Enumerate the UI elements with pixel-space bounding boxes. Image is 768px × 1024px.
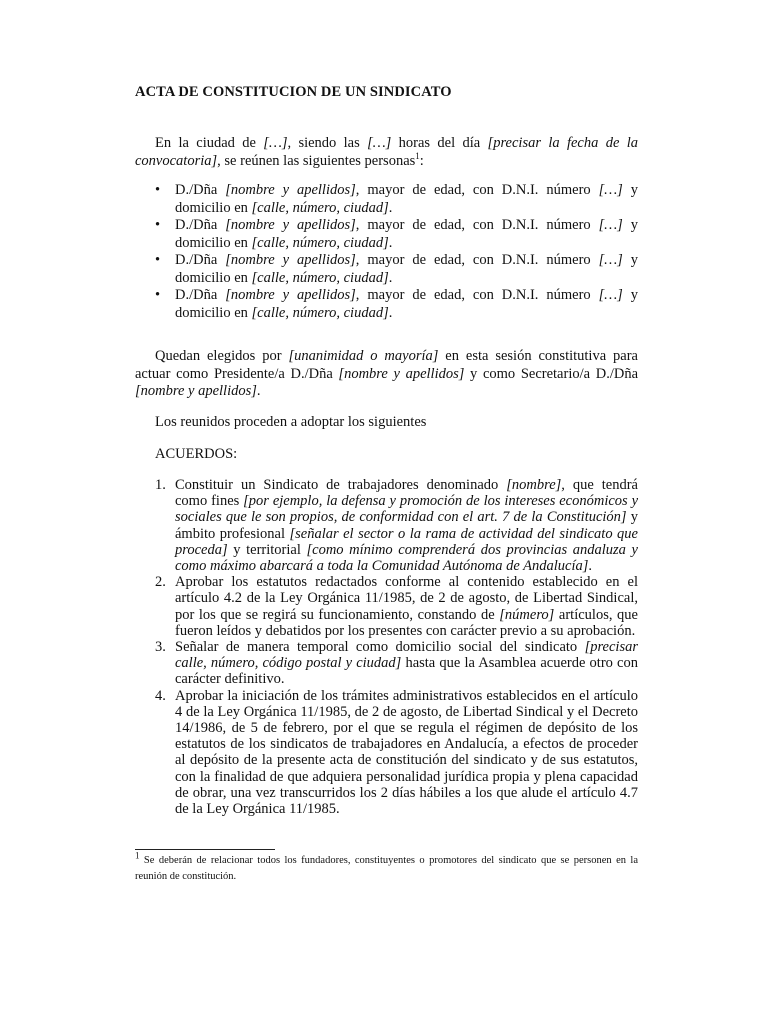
- attendee-text: y domicilio en: [175, 287, 638, 321]
- attendee-name-placeholder: [nombre y apellidos]: [225, 217, 356, 233]
- attendee-dni-placeholder: […]: [598, 287, 623, 303]
- secretary-name-placeholder: [nombre y apellidos]: [135, 383, 257, 399]
- attendee-text: , mayor de edad, con D.N.I. número: [355, 182, 599, 198]
- attendee-address-placeholder: [calle, número, ciudad]: [251, 269, 389, 286]
- attendee-text: .: [388, 199, 393, 216]
- attendee-text: y domicilio en: [175, 217, 638, 251]
- attendee-item: [135, 287, 638, 322]
- attendee-prefix: D./Dña: [175, 287, 226, 303]
- agreement-text: .: [588, 558, 592, 575]
- attendee-name-placeholder: [nombre y apellidos]: [225, 252, 356, 268]
- agreements-list: [135, 477, 638, 817]
- bullet-marker: •: [155, 217, 161, 233]
- attendee-item: [135, 217, 638, 252]
- intro-paragraph: [135, 135, 638, 170]
- agreement-item: [135, 477, 638, 574]
- attendee-list: [135, 182, 638, 322]
- election-method-placeholder: [unanimidad o mayoría]: [288, 348, 439, 364]
- attendee-dni-placeholder: […]: [598, 252, 623, 268]
- attendee-name-placeholder: [nombre y apellidos]: [225, 287, 356, 303]
- bullet-marker: •: [155, 287, 161, 303]
- territorial-scope-placeholder: [como mínimo comprenderá dos provincias andaluza y como máximo abarcará a toda la Comunidad Autónoma de Andalucía]: [175, 541, 638, 575]
- agreement-item: [135, 639, 638, 688]
- agreement-text: hasta que la Asamblea acuerde otro con carácter definitivo.: [175, 655, 638, 688]
- intro-text-3: horas del día: [391, 135, 488, 151]
- attendee-prefix: D./Dña: [175, 252, 226, 268]
- agreement-text: Aprobar los estatutos redactados conforme al contenido establecido en el artículo 4.2 de la Ley Orgánica 11/1985, de 2 de agosto, de Libertad Sindical, por los que se regirá su funcionamiento, constando de: [175, 574, 638, 623]
- intro-text-4: , se reúnen las siguientes personas: [217, 152, 416, 169]
- agreement-item: [135, 574, 638, 639]
- attendee-dni-placeholder: […]: [598, 217, 623, 233]
- agreement-number: 4.: [155, 687, 166, 704]
- agreement-text: Señalar de manera temporal como domicilio social del sindicato: [175, 639, 585, 656]
- attendee-text: , mayor de edad, con D.N.I. número: [355, 252, 599, 268]
- union-aims-placeholder: [por ejemplo, la defensa y promoción de los intereses económicos y sociales que le son propios, de conformidad con el art. 7 de la Constitución]: [175, 493, 638, 526]
- agreement-number: 1.: [155, 477, 166, 493]
- attendee-prefix: D./Dña: [175, 217, 226, 233]
- intro-text-5: :: [419, 152, 424, 169]
- attendee-name-placeholder: [nombre y apellidos]: [225, 182, 356, 198]
- bullet-marker: •: [155, 252, 161, 268]
- agreements-heading: ACUERDOS:: [155, 446, 238, 462]
- intro-placeholder-date: [precisar la fecha de la convocatoria]: [135, 135, 639, 169]
- intro-text-1: En la ciudad de: [155, 135, 264, 151]
- attendee-item: [135, 252, 638, 287]
- attendee-text: y domicilio en: [175, 182, 638, 216]
- attendee-text: , mayor de edad, con D.N.I. número: [355, 287, 599, 303]
- attendee-text: .: [388, 234, 393, 251]
- election-text: en esta sesión constitutiva para actuar como Presidente/a D./Dña: [135, 348, 638, 382]
- agreement-number: 3.: [155, 639, 166, 656]
- attendee-address-placeholder: [calle, número, ciudad]: [251, 304, 389, 321]
- professional-scope-placeholder: [señalar el sector o la rama de actividad del sindicato que proceda]: [175, 525, 638, 558]
- president-name-placeholder: [nombre y apellidos]: [338, 365, 465, 382]
- footnote: [135, 850, 638, 885]
- attendee-address-placeholder: [calle, número, ciudad]: [251, 199, 389, 216]
- footnote-text: Se deberán de relacionar todos los fundadores, constituyentes o promotores del sindicato que se personen en la reunión de constitución.: [135, 855, 638, 882]
- footnote-divider: [135, 849, 275, 850]
- bullet-marker: •: [155, 182, 161, 198]
- agreement-number: 2.: [155, 574, 166, 591]
- article-count-placeholder: [número]: [499, 606, 555, 623]
- document-title: ACTA DE CONSTITUCION DE UN SINDICATO: [135, 84, 452, 100]
- agreement-text: artículos, que fueron leídos y debatidos por los presentes con carácter previo a su aprobación.: [175, 606, 638, 639]
- attendee-text: .: [388, 269, 393, 286]
- attendee-dni-placeholder: […]: [598, 182, 623, 198]
- footnote-mark: 1: [135, 850, 140, 861]
- election-text: .: [256, 383, 261, 399]
- election-text: Quedan elegidos por: [155, 348, 289, 364]
- agreement-text: Aprobar la iniciación de los trámites administrativos establecidos en el artículo 4 de la Ley Orgánica 11/1985, de 2 de agosto, de Libertad Sindical y el Decreto 14/1986, de 5 de febrero, por el que se regula el régimen de depósito de los estatutos de los sindicatos de trabajadores en Andalucía, a efectos de proceder al depósito de la presente acta de constitución del sindicato y de sus estatutos, con la finalidad de que adquiera personalidad jurídica propia y plena capacidad de obrar, una vez transcurridos los 2 días hábiles a los que alude el artículo 4.7 de la Ley Orgánica 11/1985.: [175, 687, 638, 818]
- agreement-text: y territorial: [227, 541, 307, 558]
- attendee-text: .: [388, 304, 393, 321]
- footnote-reference: 1: [415, 150, 420, 161]
- agreement-item: [135, 688, 638, 818]
- election-text: y como Secretario/a D./Dña: [464, 365, 639, 382]
- proceed-paragraph: Los reunidos proceden a adoptar los siguientes: [155, 414, 427, 430]
- intro-text-2: , siendo las: [287, 135, 368, 151]
- intro-placeholder-hours: […]: [367, 135, 392, 151]
- agreement-text: Constituir un Sindicato de trabajadores denominado: [175, 477, 507, 493]
- attendee-text: y domicilio en: [175, 252, 638, 286]
- attendee-prefix: D./Dña: [175, 182, 226, 198]
- attendee-item: [135, 182, 638, 217]
- agreement-text: que tendrá como fines: [175, 477, 638, 510]
- intro-placeholder-city: […]: [263, 135, 288, 151]
- agreement-text: y ámbito profesional: [175, 509, 638, 542]
- attendee-text: , mayor de edad, con D.N.I. número: [355, 217, 599, 233]
- address-placeholder: [precisar calle, número, código postal y ciudad]: [175, 639, 638, 672]
- union-name-placeholder: [nombre],: [506, 477, 565, 493]
- attendee-address-placeholder: [calle, número, ciudad]: [251, 234, 389, 251]
- election-paragraph: [135, 348, 638, 401]
